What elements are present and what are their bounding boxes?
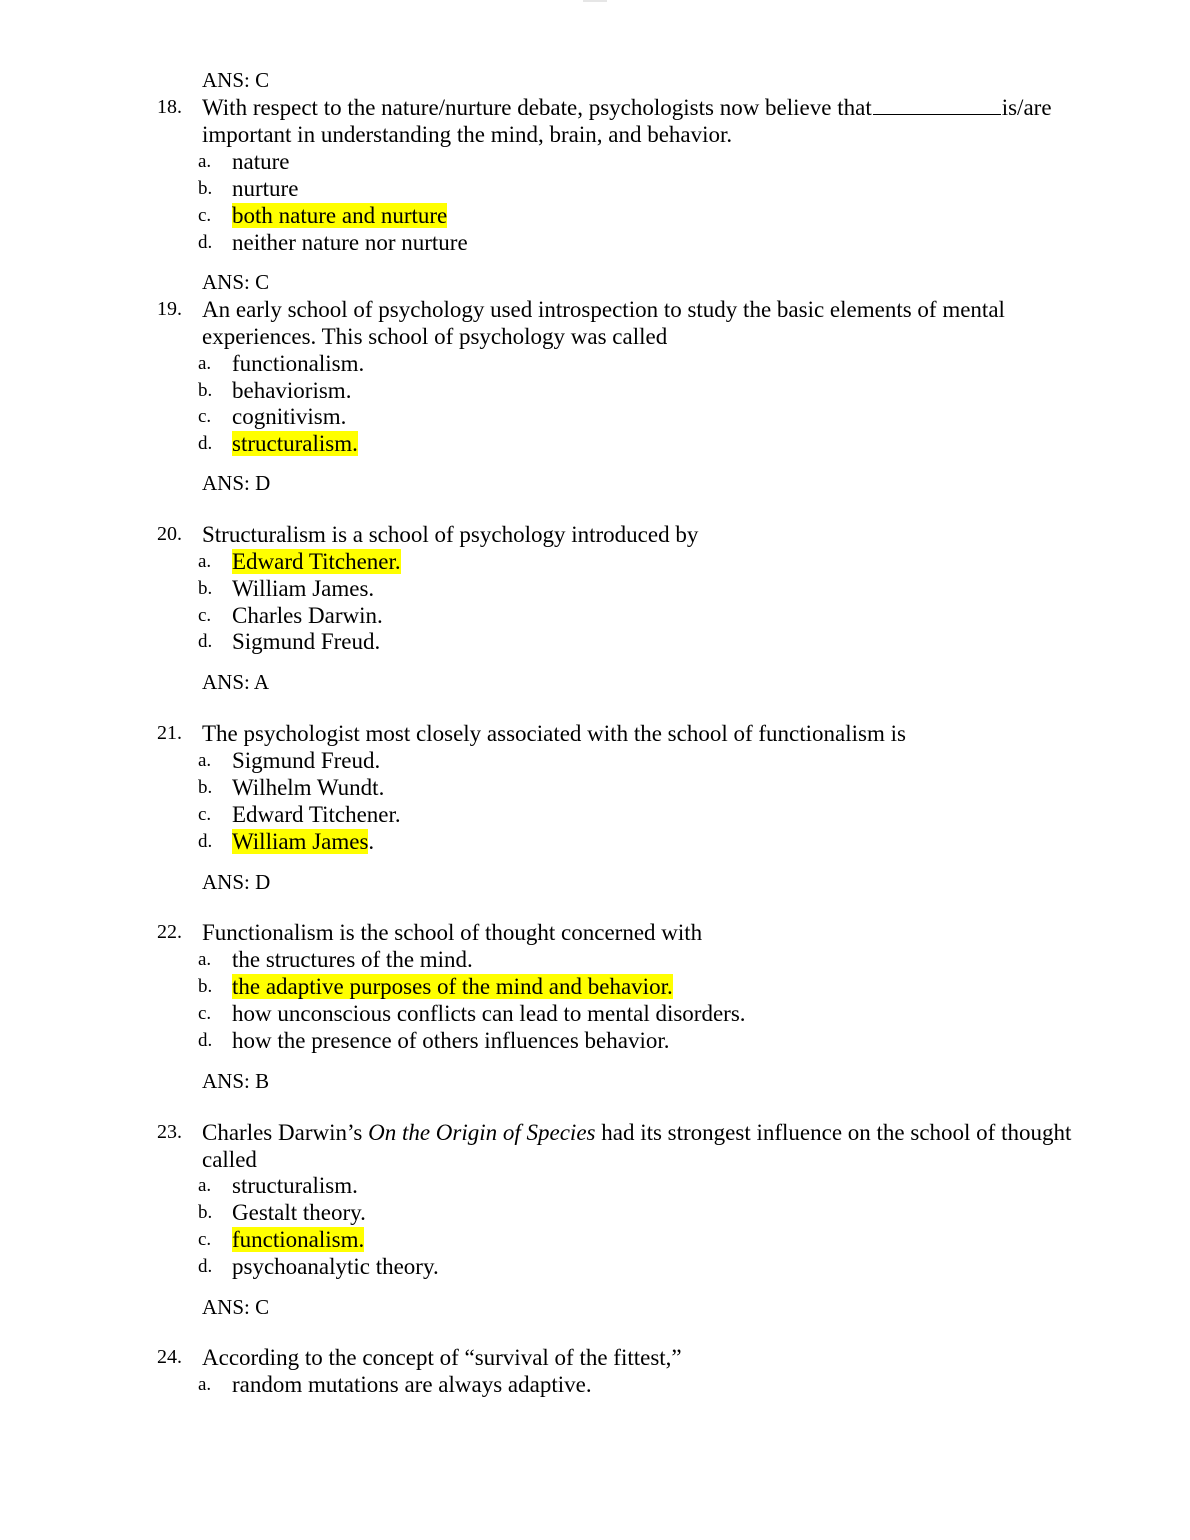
question-number-22: 22.	[157, 921, 182, 943]
option-letter: d.	[198, 831, 213, 852]
option-letter: c.	[198, 1229, 212, 1250]
option-suffix: .	[368, 829, 375, 854]
question-18-line1	[202, 94, 1092, 121]
question-number-19: 19.	[157, 298, 182, 320]
option-19b: behaviorism.	[232, 378, 352, 403]
highlighted-answer: Edward Titchener.	[232, 549, 401, 574]
answer-q19: ANS: D	[202, 471, 271, 495]
option-19c: cognitivism.	[232, 404, 347, 429]
question-number-21: 21.	[157, 722, 182, 744]
option-letter: b.	[198, 777, 213, 798]
option-letter: c.	[198, 605, 212, 626]
option-letter: d.	[198, 433, 213, 454]
question-23-text-a: Charles Darwin’s	[202, 1120, 369, 1145]
question-18-text-b: is/are	[1001, 95, 1052, 120]
option-letter: b.	[198, 380, 213, 401]
option-20b: William James.	[232, 576, 375, 601]
header-mark	[583, 0, 607, 2]
option-24a: random mutations are always adaptive.	[232, 1372, 592, 1397]
option-23b: Gestalt theory.	[232, 1200, 366, 1225]
option-23d: psychoanalytic theory.	[232, 1254, 439, 1279]
question-24-line1: According to the concept of “survival of the fittest,”	[202, 1345, 682, 1370]
question-number-24: 24.	[157, 1346, 182, 1368]
option-letter: b.	[198, 1202, 213, 1223]
option-letter: a.	[198, 750, 212, 771]
option-19d	[232, 430, 358, 457]
answer-blank	[873, 95, 1001, 115]
highlighted-answer: both nature and nurture	[232, 203, 448, 228]
option-22b	[232, 973, 673, 1000]
option-18c	[232, 202, 447, 229]
option-letter: c.	[198, 1003, 212, 1024]
option-letter: d.	[198, 232, 213, 253]
option-letter: a.	[198, 1374, 212, 1395]
option-18a: nature	[232, 149, 290, 174]
highlighted-answer: functionalism.	[232, 1227, 365, 1252]
option-letter: a.	[198, 949, 212, 970]
book-title: On the Origin of Species	[368, 1120, 596, 1145]
option-20d: Sigmund Freud.	[232, 629, 381, 654]
question-18-line2: important in understanding the mind, brain, and behavior.	[202, 122, 733, 147]
highlighted-answer: structuralism.	[232, 431, 358, 456]
question-23-line1	[202, 1119, 1092, 1146]
question-number-20: 20.	[157, 523, 182, 545]
option-22d: how the presence of others influences behavior.	[232, 1028, 670, 1053]
highlighted-answer: the adaptive purposes of the mind and behavior.	[232, 974, 673, 999]
option-letter: b.	[198, 578, 213, 599]
question-22-line1: Functionalism is the school of thought concerned with	[202, 920, 703, 945]
answer-q18: ANS: C	[202, 270, 270, 294]
option-22c: how unconscious conflicts can lead to mental disorders.	[232, 1001, 746, 1026]
question-23-line2: called	[202, 1147, 257, 1172]
option-20c: Charles Darwin.	[232, 603, 383, 628]
option-letter: c.	[198, 205, 212, 226]
answer-q22: ANS: B	[202, 1069, 270, 1093]
option-19a: functionalism.	[232, 351, 365, 376]
option-letter: b.	[198, 976, 213, 997]
option-23a: structuralism.	[232, 1173, 358, 1198]
question-18-text-a: With respect to the nature/nurture debate, psychologists now believe that	[202, 95, 872, 120]
option-letter: a.	[198, 1175, 212, 1196]
question-number-23: 23.	[157, 1121, 182, 1143]
option-letter: d.	[198, 1256, 213, 1277]
option-22a: the structures of the mind.	[232, 947, 473, 972]
option-23c	[232, 1226, 364, 1253]
question-19-line1: An early school of psychology used introspection to study the basic elements of mental	[202, 297, 1005, 322]
option-letter: a.	[198, 151, 212, 172]
option-21d	[232, 828, 374, 855]
option-20a	[232, 548, 401, 575]
option-21b: Wilhelm Wundt.	[232, 775, 385, 800]
answer-q23: ANS: C	[202, 1295, 270, 1319]
option-18b: nurture	[232, 176, 299, 201]
option-21c: Edward Titchener.	[232, 802, 401, 827]
question-20-line1: Structuralism is a school of psychology introduced by	[202, 522, 699, 547]
answer-q21: ANS: D	[202, 870, 271, 894]
question-number-18: 18.	[157, 96, 182, 118]
option-letter: c.	[198, 804, 212, 825]
option-18d: neither nature nor nurture	[232, 230, 468, 255]
question-23-text-b: had its strongest influence on the school of thought	[595, 1120, 1072, 1145]
option-21a: Sigmund Freud.	[232, 748, 381, 773]
option-letter: a.	[198, 353, 212, 374]
option-letter: d.	[198, 1030, 213, 1051]
answer-q20: ANS: A	[202, 670, 270, 694]
option-letter: a.	[198, 551, 212, 572]
question-19-line2: experiences. This school of psychology was called	[202, 324, 668, 349]
highlighted-answer: William James	[232, 829, 369, 854]
option-letter: d.	[198, 631, 213, 652]
option-letter: b.	[198, 178, 213, 199]
option-letter: c.	[198, 406, 212, 427]
question-21-line1: The psychologist most closely associated with the school of functionalism is	[202, 721, 906, 746]
answer-q17: ANS: C	[202, 68, 270, 92]
